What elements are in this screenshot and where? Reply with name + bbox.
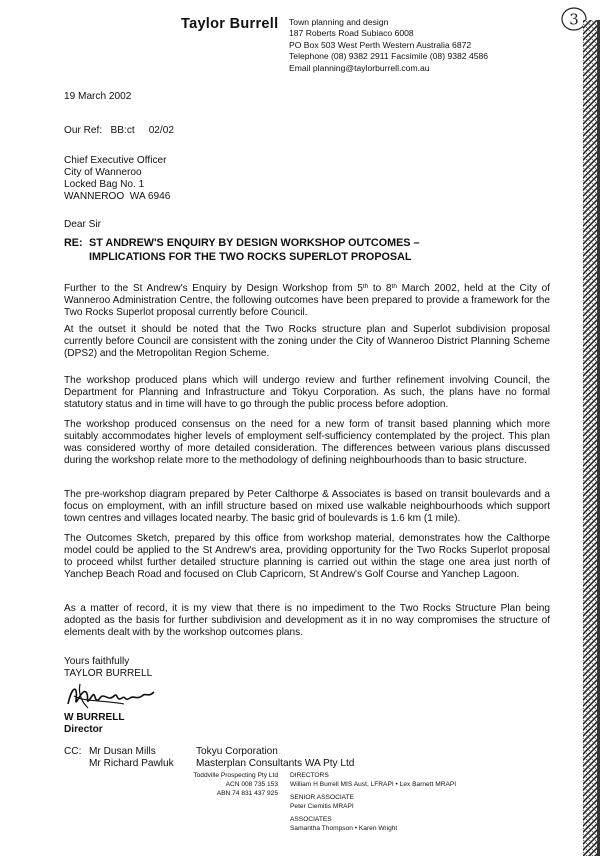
footer-line: ASSOCIATES [290, 816, 332, 823]
subject-title [89, 237, 420, 264]
address-line: Telephone (08) 9382 2911 Facsimile (08) 9382 4586 [289, 51, 489, 62]
body-paragraph: At the outset it should be noted that the Two Rocks structure plan and Superlot subdivision proposal currently before Council are consistent with the zoning under the City of Wanneroo District Planning Scheme (DPS2) and the Metropolitan Region Scheme. [64, 324, 550, 360]
firm-name: Taylor Burrell [181, 16, 279, 32]
footer-line: Toddville Prospecting Pty Ltd [193, 772, 278, 779]
closing [64, 656, 152, 680]
footer-company-details [186, 771, 278, 798]
letter-date: 19 March 2002 [64, 91, 132, 102]
reference: Our Ref: BB:ct 02/02 [64, 125, 174, 136]
recipient-line: WANNEROO WA 6946 [64, 191, 171, 203]
address-line: Email planning@taylorburrell.com.au [289, 62, 430, 73]
recipient-line: City of Wanneroo [64, 167, 142, 179]
address-line: 187 Roberts Road Subiaco 6008 [289, 28, 414, 39]
footer-line: ABN 74 831 437 925 [216, 790, 278, 797]
signer-title: Director [64, 724, 103, 735]
closing-line: Yours faithfully [64, 656, 130, 667]
body-paragraph: The workshop produced plans which will undergo review and further refinement involving Council, the Department for Planning and Infrastructure and Tokyu Corporation. As such, the plans have no formal statutory status and in time will have to go through the public process before adoption. [64, 375, 550, 411]
cc-organisation: Masterplan Consultants WA Pty Ltd [196, 758, 355, 769]
letterhead-address [289, 17, 488, 74]
recipient-line: Chief Executive Officer [64, 155, 167, 166]
signer-name: W BURRELL [64, 712, 125, 723]
svg-text:3: 3 [569, 10, 579, 29]
cc-label: CC: [64, 746, 82, 757]
footer-line: SENIOR ASSOCIATE [290, 794, 354, 801]
footer-line: ACN 008 735 153 [225, 781, 278, 788]
subject-label: RE: [64, 237, 83, 249]
footer-line: DIRECTORS [290, 772, 329, 779]
cc-name: Mr Dusan Mills [89, 746, 156, 757]
scan-edge-pattern [573, 20, 603, 856]
body-paragraph: The Outcomes Sketch, prepared by this office from workshop material, demonstrates how the Calthorpe model could be applied to the St Andrew's area, providing opportunity for the Two Rocks Superlot proposal to proceed whilst further detailed structure planning is carried out within the stage one area just north of Yanchep Beach Road and focused on Club Capricorn, St Andrew's Golf Course and Yanchep Lagoon. [64, 533, 550, 581]
cc-name: Mr Richard Pawluk [89, 758, 174, 769]
footer-line: Samantha Thompson • Karen Wright [290, 825, 398, 832]
body-paragraph: Further to the St Andrew's Enquiry by Design Workshop from 5th to 8th March 2002, held at the City of Wanneroo Administration Centre, the following outcomes have been prepared to provide a framework for the Two Rocks Superlot proposal currently before Council. [64, 283, 550, 319]
closing-line: TAYLOR BURRELL [64, 668, 153, 680]
footer-staff-list [290, 771, 456, 833]
salutation: Dear Sir [64, 219, 102, 230]
footer-line: William H Burrell MIS Aust, LFRAPI • Lex Barnett MRAPI [290, 781, 457, 788]
footer-line: Peter Ciemitis MRAPI [290, 803, 354, 810]
recipient-address [64, 155, 170, 203]
address-line: Town planning and design [289, 17, 389, 27]
address-line: PO Box 503 West Perth Western Australia 6872 [289, 39, 472, 50]
recipient-line: Locked Bag No. 1 [64, 179, 145, 191]
body-paragraph: The workshop produced consensus on the need for a new form of transit based planning which more suitably accommodates higher levels of employment self-sufficiency contemplated by the project. This plan was considered worthy of more detailed consideration. The differences between various plans discussed during the workshop relate more to the methodology of defining neighbourhoods than to basic structure. [64, 419, 550, 467]
body-paragraph: The pre-workshop diagram prepared by Peter Calthorpe & Associates is based on transit boulevards and a focus on employment, with an infill structure based on mixed use walkable neighbourhoods which support town centres and villages located nearby. The basic grid of boulevards is 1.6 km (1 mile). [64, 489, 550, 525]
cc-organisation: Tokyu Corporation [196, 746, 278, 757]
subject-line: IMPLICATIONS FOR THE TWO ROCKS SUPERLOT PROPOSAL [89, 250, 412, 263]
body-paragraph: As a matter of record, it is my view that there is no impediment to the Two Rocks Structure Plan being adopted as the basis for further subdivision and development as it in no way compromises the structure of elements dealt with by the workshop outcomes plans. [64, 603, 550, 639]
subject-line: ST ANDREW'S ENQUIRY BY DESIGN WORKSHOP OUTCOMES – [89, 237, 420, 249]
